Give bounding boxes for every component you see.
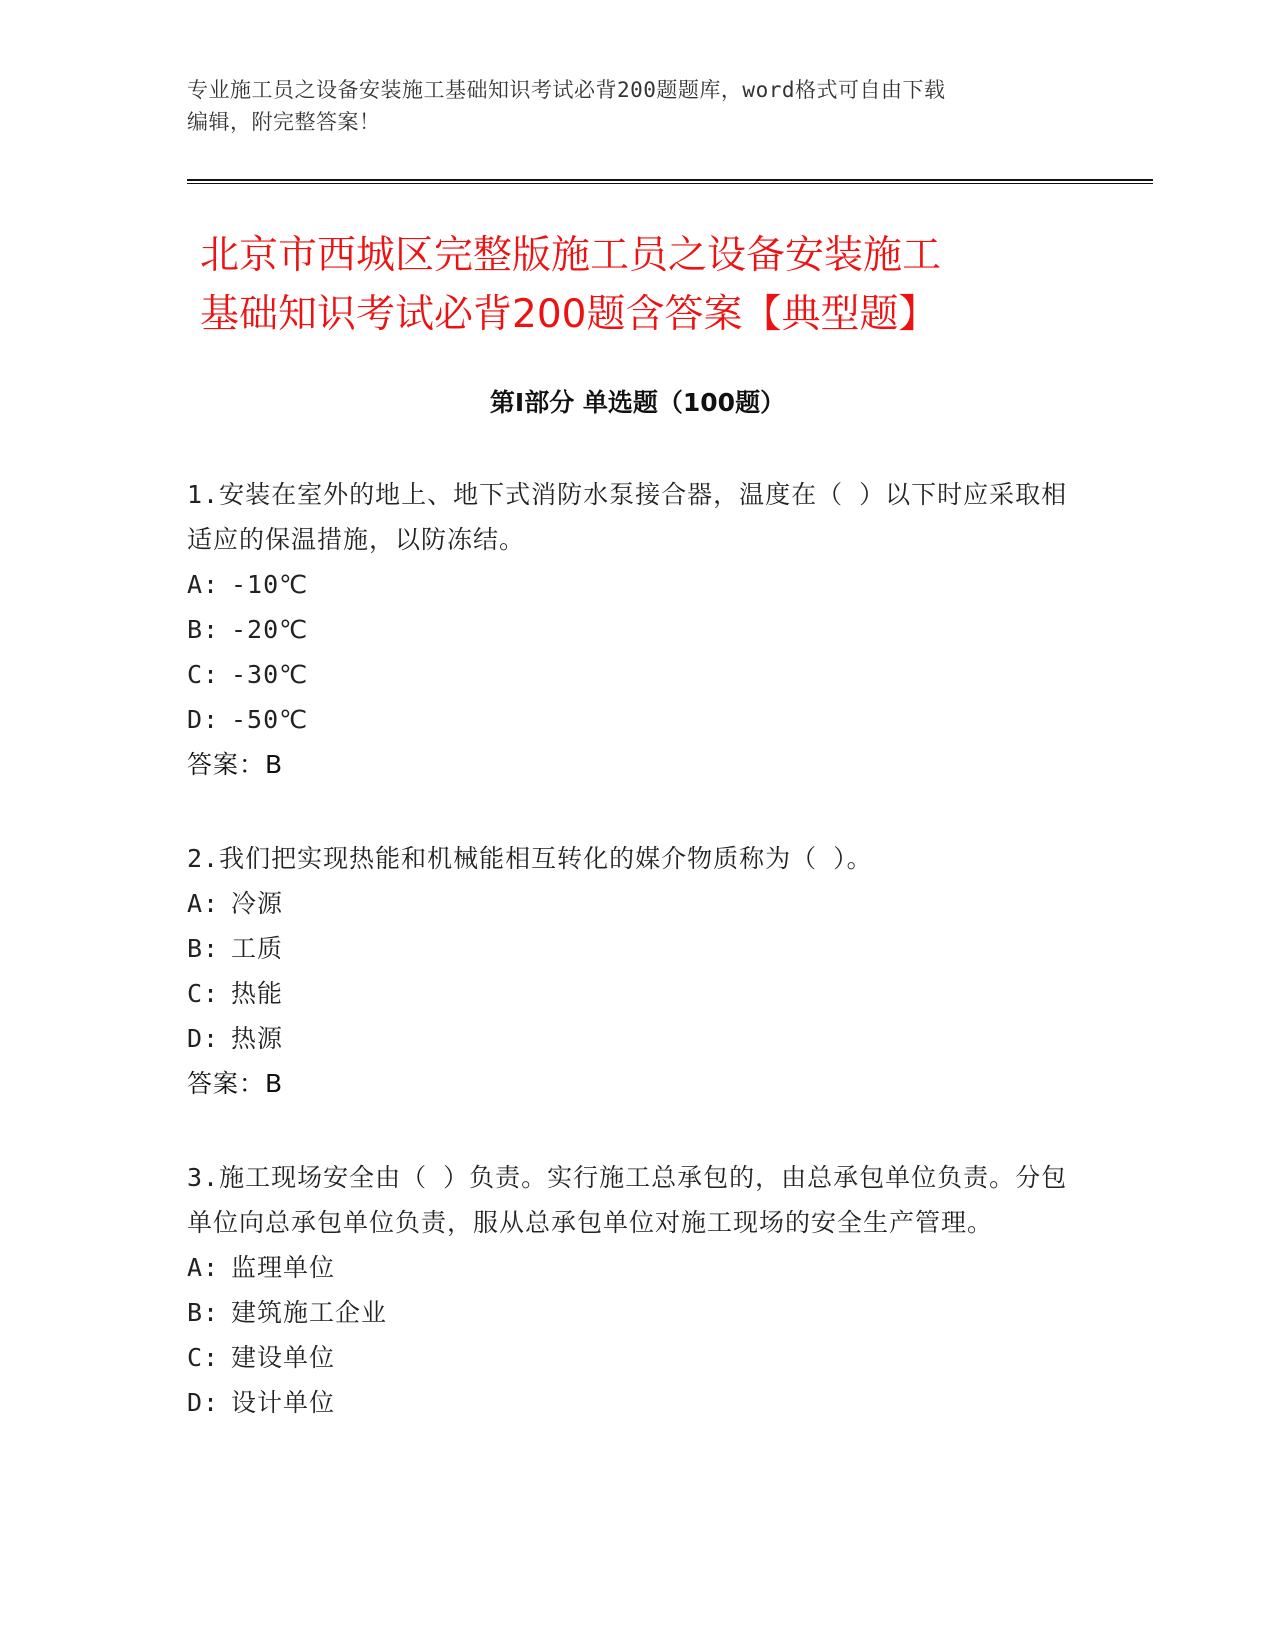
option-b xyxy=(187,607,1077,652)
option-key: C: xyxy=(187,660,220,689)
option-b xyxy=(187,1290,1077,1335)
option-key: D: xyxy=(187,705,220,734)
option-key: B: xyxy=(187,934,220,963)
option-a xyxy=(187,1245,1077,1290)
option-text: -30℃ xyxy=(231,660,309,689)
question-stem: 1.安装在室外的地上、地下式消防水泵接合器，温度在（ ）以下时应采取相适应的保温措施，以防冻结。 xyxy=(187,480,1068,554)
question-1 xyxy=(187,472,1077,787)
option-key: A: xyxy=(187,1253,220,1282)
header-note xyxy=(187,74,1087,138)
answer-label: 答案： xyxy=(187,1069,266,1098)
option-key: A: xyxy=(187,570,220,599)
option-key: A: xyxy=(187,889,220,918)
header-divider-thick xyxy=(187,179,1153,181)
option-key: D: xyxy=(187,1024,220,1053)
section-heading: 第Ⅰ部分 单选题（100题） xyxy=(489,388,786,417)
option-d xyxy=(187,1016,1077,1061)
option-text: 设计单位 xyxy=(231,1388,336,1417)
option-key: C: xyxy=(187,979,220,1008)
option-key: C: xyxy=(187,1343,220,1372)
option-c xyxy=(187,652,1077,697)
option-text: 监理单位 xyxy=(231,1253,336,1282)
option-text: 热能 xyxy=(231,979,284,1008)
question-stem: 3.施工现场安全由（ ）负责。实行施工总承包的，由总承包单位负责。分包单位向总承包单位负责，服从总承包单位对施工现场的安全生产管理。 xyxy=(187,1163,1068,1237)
question-stem: 2.我们把实现热能和机械能相互转化的媒介物质称为（ ）。 xyxy=(187,844,873,873)
option-key: D: xyxy=(187,1388,220,1417)
answer-value: B xyxy=(265,750,283,779)
document-title-line-2: 基础知识考试必背200题含答案【典型题】 xyxy=(200,292,938,337)
document-title-line-1: 北京市西城区完整版施工员之设备安装施工 xyxy=(200,233,942,278)
option-c xyxy=(187,971,1077,1016)
option-text: -50℃ xyxy=(231,705,309,734)
option-text: 冷源 xyxy=(231,889,284,918)
option-text: 建筑施工企业 xyxy=(231,1298,388,1327)
option-text: -10℃ xyxy=(231,570,309,599)
option-c xyxy=(187,1335,1077,1380)
question-2 xyxy=(187,836,1077,1106)
option-text: 热源 xyxy=(231,1024,284,1053)
option-text: 建设单位 xyxy=(231,1343,336,1372)
option-d xyxy=(187,1380,1077,1425)
answer-line xyxy=(187,1061,1077,1106)
answer-label: 答案： xyxy=(187,750,266,779)
option-d xyxy=(187,697,1077,742)
answer-value: B xyxy=(265,1069,283,1098)
option-a xyxy=(187,562,1077,607)
option-a xyxy=(187,881,1077,926)
document-title xyxy=(200,226,1100,344)
option-text: -20℃ xyxy=(231,615,309,644)
option-text: 工质 xyxy=(231,934,284,963)
option-key: B: xyxy=(187,1298,220,1327)
question-3 xyxy=(187,1155,1077,1425)
answer-line xyxy=(187,742,1077,787)
option-key: B: xyxy=(187,615,220,644)
header-note-line-1: 专业施工员之设备安装施工基础知识考试必背200题题库，word格式可自由下载 xyxy=(187,78,946,102)
option-b xyxy=(187,926,1077,971)
header-divider-thin xyxy=(187,183,1153,184)
header-note-line-2: 编辑，附完整答案！ xyxy=(187,110,381,134)
